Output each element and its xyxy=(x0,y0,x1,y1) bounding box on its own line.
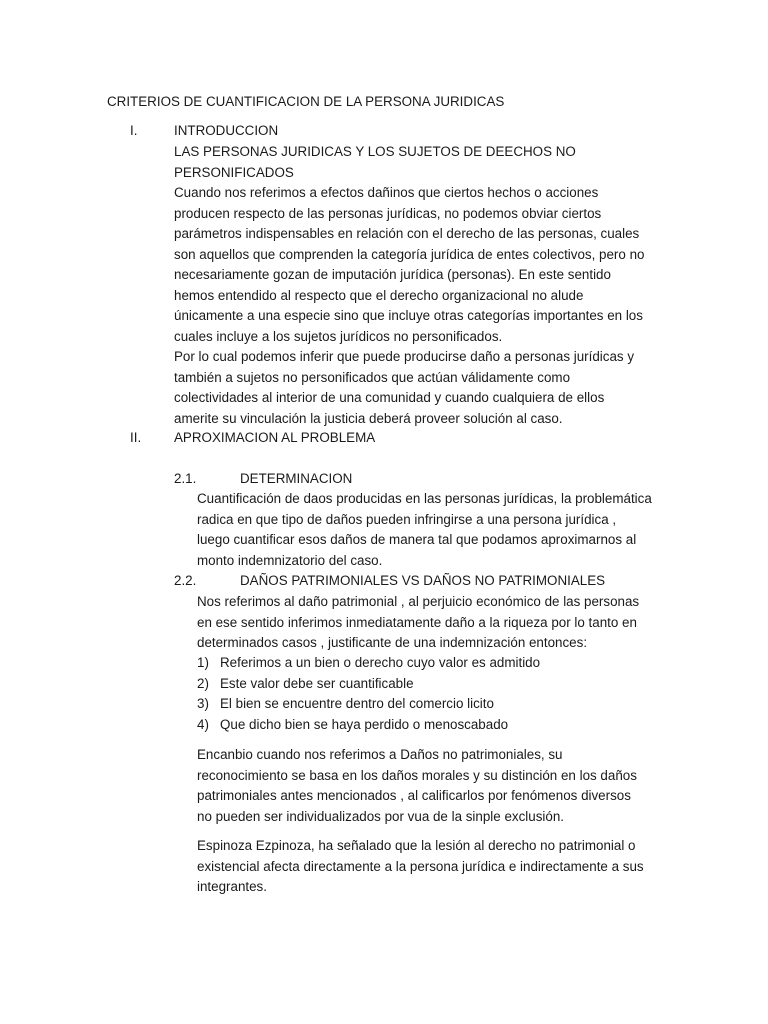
text-line: monto indemnizatorio del caso. xyxy=(197,552,383,568)
section-1-body xyxy=(174,142,674,429)
text-line: colectividades al interior de una comunidad y cuando cualquiera de ellos xyxy=(174,390,605,405)
text-line: amerite su vinculación la justicia deberá proveer solución al caso. xyxy=(174,410,563,426)
subsection-2-2-paragraph-3 xyxy=(197,836,667,898)
text-line: son aquellos que comprenden la categoría jurídica de entes colectivos, pero no xyxy=(174,246,645,262)
text-line: parámetros indispensables en relación con el derecho de las personas, cuales xyxy=(174,226,640,241)
subsection-2-2-title: DAÑOS PATRIMONIALES VS DAÑOS NO PATRIMONIALES xyxy=(240,573,606,588)
list-item-text: El bien se encuentre dentro del comercio licito xyxy=(220,696,494,711)
text-line: en ese sentido inferimos inmediatamente daño a la riqueza por lo tanto en xyxy=(197,614,637,630)
text-line: Espinoza Ezpinoza, ha señalado que la lesión al derecho no patrimonial o xyxy=(197,838,636,853)
section-2-title: APROXIMACION AL PROBLEMA xyxy=(174,430,376,445)
text-line: Cuantificación de daos producidas en las personas jurídicas, la problemática xyxy=(197,491,652,506)
text-line: reconocimiento se basa en los daños morales y su distinción en los daños xyxy=(197,767,637,783)
section-1-title: INTRODUCCION xyxy=(174,123,279,138)
subsection-2-1-title: DETERMINACION xyxy=(240,471,353,486)
section-2-number: II. xyxy=(130,430,142,445)
subsection-2-2-number: 2.2. xyxy=(174,573,197,588)
text-line: Encanbio cuando nos referimos a Daños no patrimoniales, su xyxy=(197,747,563,762)
text-line: LAS PERSONAS JURIDICAS Y LOS SUJETOS DE DEECHOS NO PERSONIFICADOS xyxy=(174,144,576,180)
text-line: Por lo cual podemos inferir que puede producirse daño a personas jurídicas y xyxy=(174,349,635,364)
text-line: Nos referimos al daño patrimonial , al perjuicio económico de las personas xyxy=(197,594,640,609)
text-line: integrantes. xyxy=(197,879,267,894)
text-line: determinados casos , justificante de una indemnización entonces: xyxy=(197,635,588,650)
text-line: hemos entendido al respecto que el derecho organizacional no alude xyxy=(174,287,584,303)
subsection-2-2-paragraph-2 xyxy=(197,745,667,827)
text-line: patrimoniales antes mencionados , al calificarlos por fenómenos diversos xyxy=(197,788,631,803)
list-item xyxy=(197,715,540,736)
text-line: únicamente a una especie sino que incluye otras categorías importantes en los xyxy=(174,308,643,323)
text-line: necesariamente gozan de imputación jurídica (personas). En este sentido xyxy=(174,267,611,282)
document-title: CRITERIOS DE CUANTIFICACION DE LA PERSONA JURIDICAS xyxy=(107,94,505,109)
subsection-2-1-body xyxy=(197,489,667,571)
criteria-list xyxy=(197,653,540,735)
text-line: luego cuantificar esos daños de manera tal que podamos aproximarnos al xyxy=(197,532,637,547)
text-line: también a sujetos no personificados que actúan válidamente como xyxy=(174,369,571,385)
list-item-number: 3) xyxy=(197,696,209,711)
list-item-text: Este valor debe ser cuantificable xyxy=(220,675,414,691)
list-item xyxy=(197,694,540,715)
subsection-2-1-number: 2.1. xyxy=(174,471,197,486)
list-item-number: 2) xyxy=(197,675,209,691)
text-line: producen respecto de las personas jurídicas, no podemos obviar ciertos xyxy=(174,205,602,221)
text-line: no pueden ser individualizados por vua de la sinple exclusión. xyxy=(197,808,564,824)
text-line: radica en que tipo de daños pueden infringirse a una persona jurídica , xyxy=(197,511,617,527)
text-line: existencial afecta directamente a la persona jurídica e indirectamente a sus xyxy=(197,858,644,874)
text-line: Cuando nos referimos a efectos dañinos que ciertos hechos o acciones xyxy=(174,185,599,200)
section-1-number: I. xyxy=(130,123,138,138)
text-line: cuales incluye a los sujetos jurídicos no personificados. xyxy=(174,328,503,344)
list-item-number: 4) xyxy=(197,716,209,732)
list-item-text: Que dicho bien se haya perdido o menoscabado xyxy=(220,716,509,732)
list-item xyxy=(197,674,540,695)
list-item-number: 1) xyxy=(197,655,209,670)
subsection-2-2-intro xyxy=(197,592,667,654)
list-item-text: Referimos a un bien o derecho cuyo valor es admitido xyxy=(220,655,541,670)
list-item xyxy=(197,653,540,674)
